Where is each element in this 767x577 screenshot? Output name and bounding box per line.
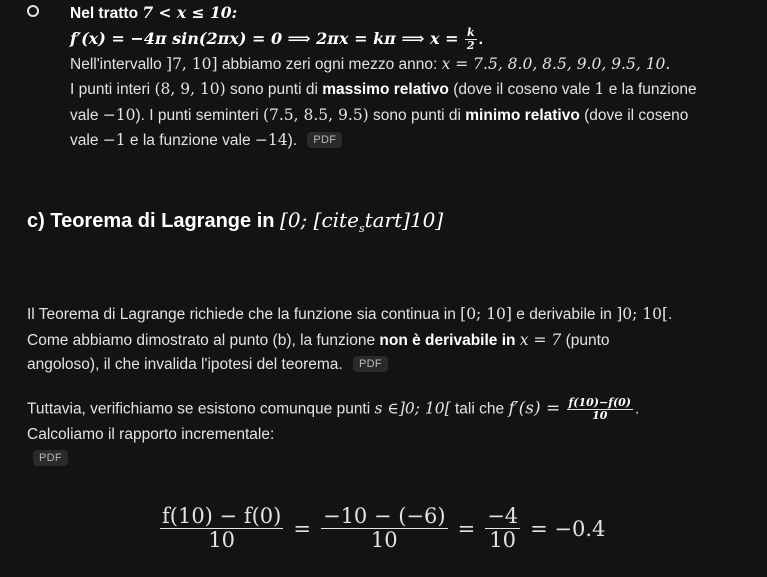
lagrange-fraction: $\frac{f(10)-f(0)}{10}$	[568, 396, 632, 423]
item-line-5: vale −10). I punti seminteri (7.5, 8.5, 9.5) sono punti di minimo relativo (dove il coseno	[70, 106, 689, 124]
item-line-3: Nell'intervallo ]7, 10] abbiamo zeri ogni mezzo anno: x = 7.5, 8.0, 8.5, 9.0, 9.5, 10.	[70, 55, 671, 73]
item-line-6: vale −1 e la funzione vale −14). PDF	[70, 131, 342, 150]
formula-fraction-3: $\frac{-4}{10}$	[487, 504, 519, 553]
para1-line-3: angoloso), il che invalida l'ipotesi del teorema. PDF	[27, 356, 388, 374]
para2-pdf-row	[33, 450, 68, 468]
pdf-citation-chip[interactable]: PDF	[353, 356, 388, 372]
pdf-citation-chip[interactable]: PDF	[307, 132, 342, 148]
pdf-citation-chip[interactable]: PDF	[33, 450, 68, 466]
incremental-ratio-formula: $\frac{f(10) - f(0)}{10}$ = $\frac{-10 - (-6)}{10}$ = $\frac{-4}{10}$ = −0.4	[162, 504, 606, 553]
massimo-relativo: massimo relativo	[322, 81, 449, 98]
item-line-2: f′(x) = −4π sin(2πx) = 0 ⟹ 2πx = kπ ⟹ x = $\frac{k}{2}$ .	[70, 26, 484, 53]
zeros-values: x = 7.5, 8.0, 8.5, 9.0, 9.5, 10.	[441, 55, 671, 73]
formula-fraction-1: $\frac{f(10) - f(0)}{10}$	[162, 504, 282, 553]
item-line-4: I punti interi (8, 9, 10) sono punti di massimo relativo (dove il coseno vale 1 e la funzione	[70, 80, 697, 98]
list-bullet	[27, 5, 39, 17]
para1-line-1: Il Teorema di Lagrange richiede che la funzione sia continua in [0; 10] e derivabile in ]0; 10[.	[27, 305, 673, 323]
item-lead: Nel tratto	[70, 5, 139, 22]
para2-line-2: Calcoliamo il rapporto incrementale:	[27, 426, 275, 443]
para2-line-1: Tuttavia, verifichiamo se esistono comunque punti s ∈]0; 10[ tali che f′(s) = $\frac{f(10)-f(0)}{10}$ .	[27, 396, 640, 423]
formula-fraction-2: $\frac{-10 - (-6)}{10}$	[322, 504, 446, 553]
k-over-2: $\frac{k}{2}$	[466, 26, 475, 53]
section-heading: c) Teorema di Lagrange in [0; [cite$_s$tart]10]	[27, 208, 444, 235]
item-range: 7 < x ≤ 10:	[142, 3, 238, 22]
item-line-1	[70, 3, 237, 23]
zeros-interval: ]7, 10]	[166, 55, 218, 73]
minimo-relativo: minimo relativo	[465, 107, 580, 124]
derivative-equation: f′(x) = −4π sin(2πx) = 0 ⟹ 2πx = kπ ⟹ x =	[70, 28, 459, 48]
non-derivabile: non è derivabile in	[379, 332, 516, 349]
para1-line-2: Come abbiamo dimostrato al punto (b), la funzione non è derivabile in x = 7 (punto	[27, 331, 610, 349]
